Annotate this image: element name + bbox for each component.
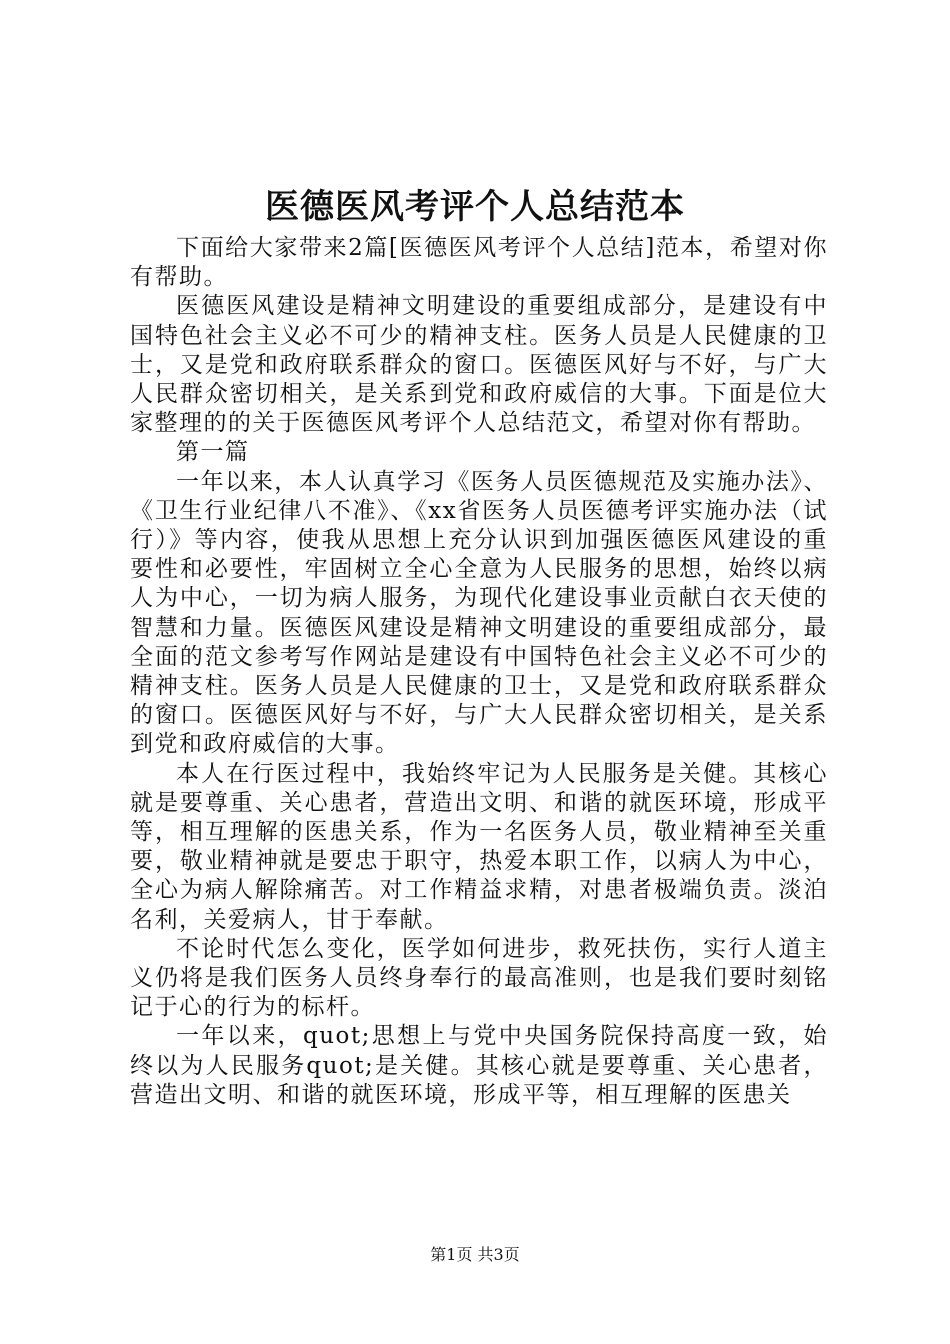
paragraph-practice: 本人在行医过程中，我始终牢记为人民服务是关健。其核心就是要尊重、关心患者，营造出文明、和谐的就医环境，形成平等，相互理解的医患关系，作为一名医务人员，敬业精神至关重要，敬业精神就是要忠于职守，热爱本职工作，以病人为中心，全心为病人解除痛苦。对工作精益求精，对患者极端负责。淡泊名利，关爱病人，甘于奉献。	[130, 760, 828, 933]
paragraph-overview: 医德医风建设是精神文明建设的重要组成部分，是建设有中国特色社会主义必不可少的精神支柱。医务人员是人民健康的卫士，又是党和政府联系群众的窗口。医德医风好与不好，与广大人民群众密切相关，是关系到党和政府威信的大事。下面是位大家整理的的关于医德医风考评个人总结范文，希望对你有帮助。	[130, 293, 828, 437]
document-body	[130, 234, 828, 1110]
paragraph-principle: 不论时代怎么变化，医学如何进步，救死扶伤，实行人道主义仍将是我们医务人员终身奉行的最高准则，也是我们要时刻铭记于心的行为的标杆。	[130, 935, 828, 1021]
paragraph-intro: 下面给大家带来2篇[医德医风考评个人总结]范本，希望对你有帮助。	[130, 235, 828, 291]
document-title: 医德医风考评个人总结范本	[265, 187, 685, 227]
paragraph-study: 一年以来，本人认真学习《医务人员医德规范及实施办法》、《卫生行业纪律八不准》、《xx省医务人员医德考评实施办法（试行）》等内容，使我从思想上充分认识到加强医德医风建设的重要性和必要性，牢固树立全心全意为人民服务的思想，始终以病人为中心，一切为病人服务，为现代化建设事业贡献白衣天使的智慧和力量。医德医风建设是精神文明建设的重要组成部分，最全面的范文参考写作网站是建设有中国特色社会主义必不可少的精神支柱。医务人员是人民健康的卫士，又是党和政府联系群众的窗口。医德医风好与不好，与广大人民群众密切相关，是关系到党和政府威信的大事。	[130, 468, 828, 758]
section-heading-first: 第一篇	[176, 439, 250, 466]
paragraph-year-review: 一年以来，quot;思想上与党中央国务院保持高度一致，始终以为人民服务quot;是关健。其核心就是要尊重、关心患者，营造出文明、和谐的就医环境，形成平等，相互理解的医患关	[130, 1023, 828, 1108]
page-footer: 第1页 共3页	[430, 1245, 520, 1264]
